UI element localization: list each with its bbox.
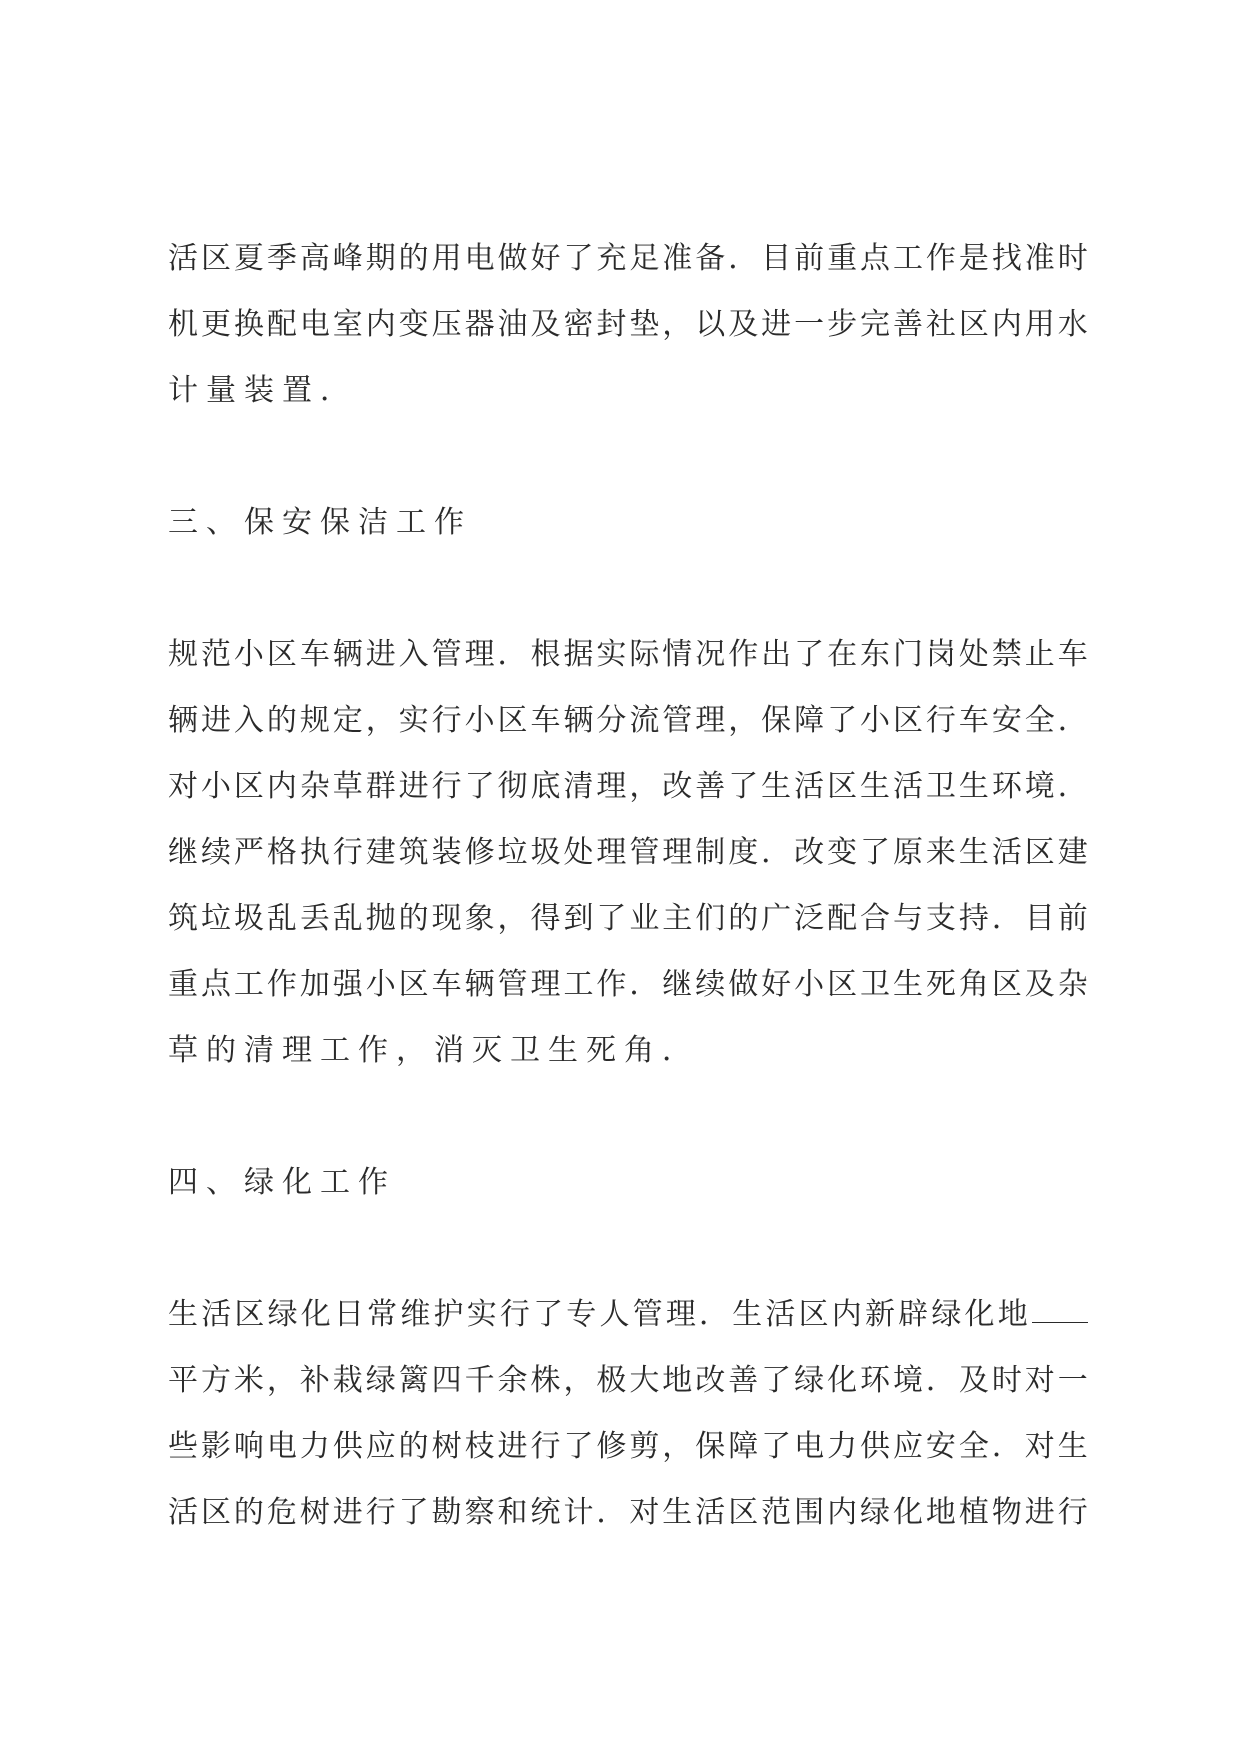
section-three-paragraph	[168, 618, 1088, 1080]
paragraph-line: 些 影 响 电 力 供 应 的 树 枝 进 行 了 修 剪 ， 保 障 了 电 力 供 应 安 全 ． 对 生	[168, 1429, 1088, 1464]
paragraph-line: 活 区 夏 季 高 峰 期 的 用 电 做 好 了 充 足 准 备 ． 目 前 重 点 工 作 是 找 准 时	[168, 241, 1088, 276]
paragraph-line: 辆 进 入 的 规 定 ， 实 行 小 区 车 辆 分 流 管 理 ， 保 障 了 小 区 行 车 安 全 ．	[168, 703, 1088, 738]
paragraph-line: 活 区 的 危 树 进 行 了 勘 察 和 统 计 ． 对 生 活 区 范 围 内 绿 化 地 植 物 进 行	[168, 1495, 1088, 1530]
document-body	[168, 222, 1088, 1542]
paragraph-line: 重 点 工 作 加 强 小 区 车 辆 管 理 工 作 ． 继 续 做 好 小 区 卫 生 死 角 区 及 杂	[168, 967, 1088, 1002]
paragraph-line-text: 生 活 区 绿 化 日 常 维 护 实 行 了 专 人 管 理 ． 生 活 区 内 新 辟 绿 化 地	[168, 1297, 1028, 1332]
section-heading-four: 四、绿化工作	[168, 1165, 396, 1200]
paragraph-line: 机 更 换 配 电 室 内 变 压 器 油 及 密 封 垫 ， 以 及 进 一 步 完 善 社 区 内 用 水	[168, 307, 1088, 342]
paragraph-line: 计量装置．	[168, 373, 358, 408]
fill-in-blank	[1032, 1300, 1088, 1323]
paragraph-line: 对 小 区 内 杂 草 群 进 行 了 彻 底 清 理 ， 改 善 了 生 活 区 生 活 卫 生 环 境 ．	[168, 769, 1088, 804]
paragraph-line: 继 续 严 格 执 行 建 筑 装 修 垃 圾 处 理 管 理 制 度 ． 改 变 了 原 来 生 活 区 建	[168, 835, 1088, 870]
section-heading-three: 三、保安保洁工作	[168, 505, 472, 540]
paragraph-line-with-blank	[168, 1278, 1088, 1344]
section-four-paragraph	[168, 1278, 1088, 1542]
paragraph-line: 平 方 米 ， 补 栽 绿 篱 四 千 余 株 ， 极 大 地 改 善 了 绿 化 环 境 ． 及 时 对 一	[168, 1363, 1088, 1398]
paragraph-line: 规 范 小 区 车 辆 进 入 管 理 ． 根 据 实 际 情 况 作 出 了 在 东 门 岗 处 禁 止 车	[168, 637, 1088, 672]
paragraph-line: 草的清理工作，消灭卫生死角．	[168, 1033, 700, 1068]
intro-paragraph	[168, 222, 1088, 420]
paragraph-line: 筑 垃 圾 乱 丢 乱 抛 的 现 象 ， 得 到 了 业 主 们 的 广 泛 配 合 与 支 持 ． 目 前	[168, 901, 1088, 936]
